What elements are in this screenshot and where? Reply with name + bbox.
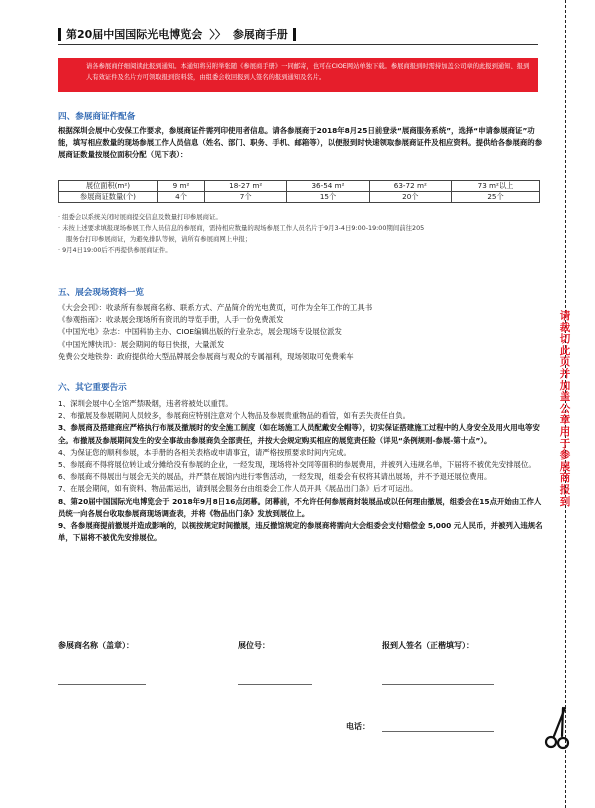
table-cell: 20个: [369, 192, 451, 203]
table-header-cell: 9 m²: [158, 181, 205, 192]
header-separator: 〉〉: [209, 28, 226, 41]
booth-number-field[interactable]: [238, 684, 312, 685]
note-line: 服务台打印参展商证，为避免排队等候，请所有参展商网上申报；: [66, 235, 252, 243]
page-header: [58, 26, 538, 42]
table-header-cell: 36-54 m²: [287, 181, 369, 192]
list-item: 《中国光博快讯》：展会期间的每日快报，大量派发: [58, 339, 225, 349]
section-4-title: 四、参展商证件配备: [58, 112, 136, 122]
section-6-list: [58, 398, 544, 544]
table-header-cell: 73 m²以上: [451, 181, 539, 192]
section-4-paragraph: 根据深圳会展中心安保工作要求，参展商证件需列印使用者信息。请各参展商于2018年8月25日前登录“展商服务系统”，选择“申请参展商证”功能，填写相应数量的现场参展工作人员信息（姓名、部门、职务、手机、邮箱等），以便报到时快速领取参展商证件及相应资料。提供给各参展商的参展商证数量按展位面积分配（见下表）：: [58, 126, 543, 160]
list-item: 《大会会刊》：收录所有参展商名称、联系方式、产品简介的光电黄页，可作为全年工作的工具书: [58, 303, 373, 312]
note-line: · 组委会以系统关闭时展商提交信息及数量打印参展商证。: [58, 213, 222, 221]
note-line: · 未按上述要求填报现场参展工作人员信息的参展商，需持相应数量的现场参展工作人员名片于9月3-4日9:00-19:00期间前往205: [58, 224, 425, 232]
section-6-title: 六、其它重要告示: [58, 383, 127, 393]
phone-field[interactable]: [382, 731, 494, 732]
table-cell: 25个: [451, 192, 539, 203]
list-item: 2、布撤展及参展期间人员较多，参展商应特别注意对个人物品及参展贵重物品的看管，如有丢失责任自负。: [58, 411, 411, 421]
section-4-notes: [58, 212, 544, 256]
badge-allocation-table: [58, 180, 540, 203]
list-item: 8、第20届中国国际光电博览会于 2018年9月8日16点闭幕。闭幕前，不允许任何参展商封装展品或以任何理由撤展，组委会在15点开始由工作人员统一向各展台收取参展商现场调查表，并将《物品出门条》发放到展位上。: [58, 496, 542, 518]
scissors-icon: [543, 706, 571, 752]
exhibitor-name-label: 参展商名称（盖章）：: [58, 641, 134, 650]
list-item: 1、深圳会展中心全馆严禁吸烟，违者将被处以重罚。: [58, 399, 233, 408]
table-header-cell: 63-72 m²: [369, 181, 451, 192]
header-divider: [58, 44, 538, 45]
header-title: 第20届中国国际光电博览会: [66, 28, 203, 41]
list-item: 7、在展会期间，如有资料、物品需运出，请到展会服务台由组委会工作人员开具《展品出门条》后才可运出。: [58, 484, 418, 494]
list-item: 3、参展商及搭建商应严格执行布展及撤展时的安全施工制度（如在场施工人员配戴安全帽等），切实保证搭建施工过程中的人身安全及用火用电等安全。布撤展及参展期间发生的安全事故由参展商负全部责任，并按大会规定购买相应的展览责任险（详见“条例规则-参展-第十点”）。: [58, 423, 540, 445]
header-bar-right: [293, 28, 296, 41]
header-subtitle: 参展商手册: [232, 28, 288, 41]
exhibitor-name-field[interactable]: [58, 684, 146, 685]
note-line: · 9月4日19:00后不再提供参展商证件。: [58, 246, 172, 254]
table-header-cell: 展位面积(m²): [59, 181, 158, 192]
list-item: 9、各参展商提前撤展并造成影响的，以视按规定时间撤展，违反撤馆规定的参展商将需向大会组委会支付赔偿金 5,000 元人民币，并被列入违规名单，下届将不被优先安排展位。: [58, 521, 543, 543]
table-cell: 15个: [287, 192, 369, 203]
signer-field[interactable]: [382, 684, 494, 685]
table-row: [59, 181, 540, 192]
notice-box: 请各参展商仔细阅读此报到通知。本通知将另附举张随《参展商手册》一同邮寄，也可在CIOE网站单独下载。参展商报到时需持加盖公司章的此报到通知、报到人有效证件及名片方可领取报到资料袋，由组委会收回报到人签名的报到通知及名片。: [58, 58, 538, 92]
table-row-label: 参展商证数量(个): [59, 192, 158, 203]
cut-instruction-text: 请裁切此页并加盖公章用于参展商报到: [559, 310, 571, 508]
list-item: 《中国光电》杂志：中国科协主办、CIOE编辑出版的行业杂志，展会现场专设展位派发: [58, 327, 342, 337]
signer-label: 报到人签名（正楷填写）：: [382, 641, 474, 650]
list-item: 免费公交地铁券：政府提供给大型品牌展会参展商与观众的专属福利，现场领取可免费乘车: [58, 351, 354, 361]
list-item: 5、参展商不得将展位转让或分摊给没有参展的企业，一经发现，现场将补交同等面积的参展费用，并被列入违规名单，下届将不被优先安排展位。: [58, 460, 536, 470]
table-header-cell: 18-27 m²: [205, 181, 287, 192]
section-5-list: [58, 302, 544, 363]
list-item: 6、参展商不得展出与展会无关的展品，并严禁在展馆内进行零售活动，一经发现，组委会有权将其请出展场，并不予退还展位费用。: [58, 472, 492, 482]
header-bar-left: [58, 28, 61, 41]
table-row: [59, 192, 540, 203]
table-cell: 4个: [158, 192, 205, 203]
phone-label: 电话：: [346, 722, 370, 731]
booth-number-label: 展位号：: [238, 641, 270, 650]
list-item: 《参观指南》：收录展会现场所有资讯的导览手册，人手一份免费派发: [58, 315, 284, 325]
table-cell: 7个: [205, 192, 287, 203]
section-5-title: 五、展会现场资料一览: [58, 288, 144, 298]
list-item: 4、为保证您的顺利参展，本手册的各相关表格或申请事宜，请严格按照要求时间内完成。: [58, 447, 351, 457]
